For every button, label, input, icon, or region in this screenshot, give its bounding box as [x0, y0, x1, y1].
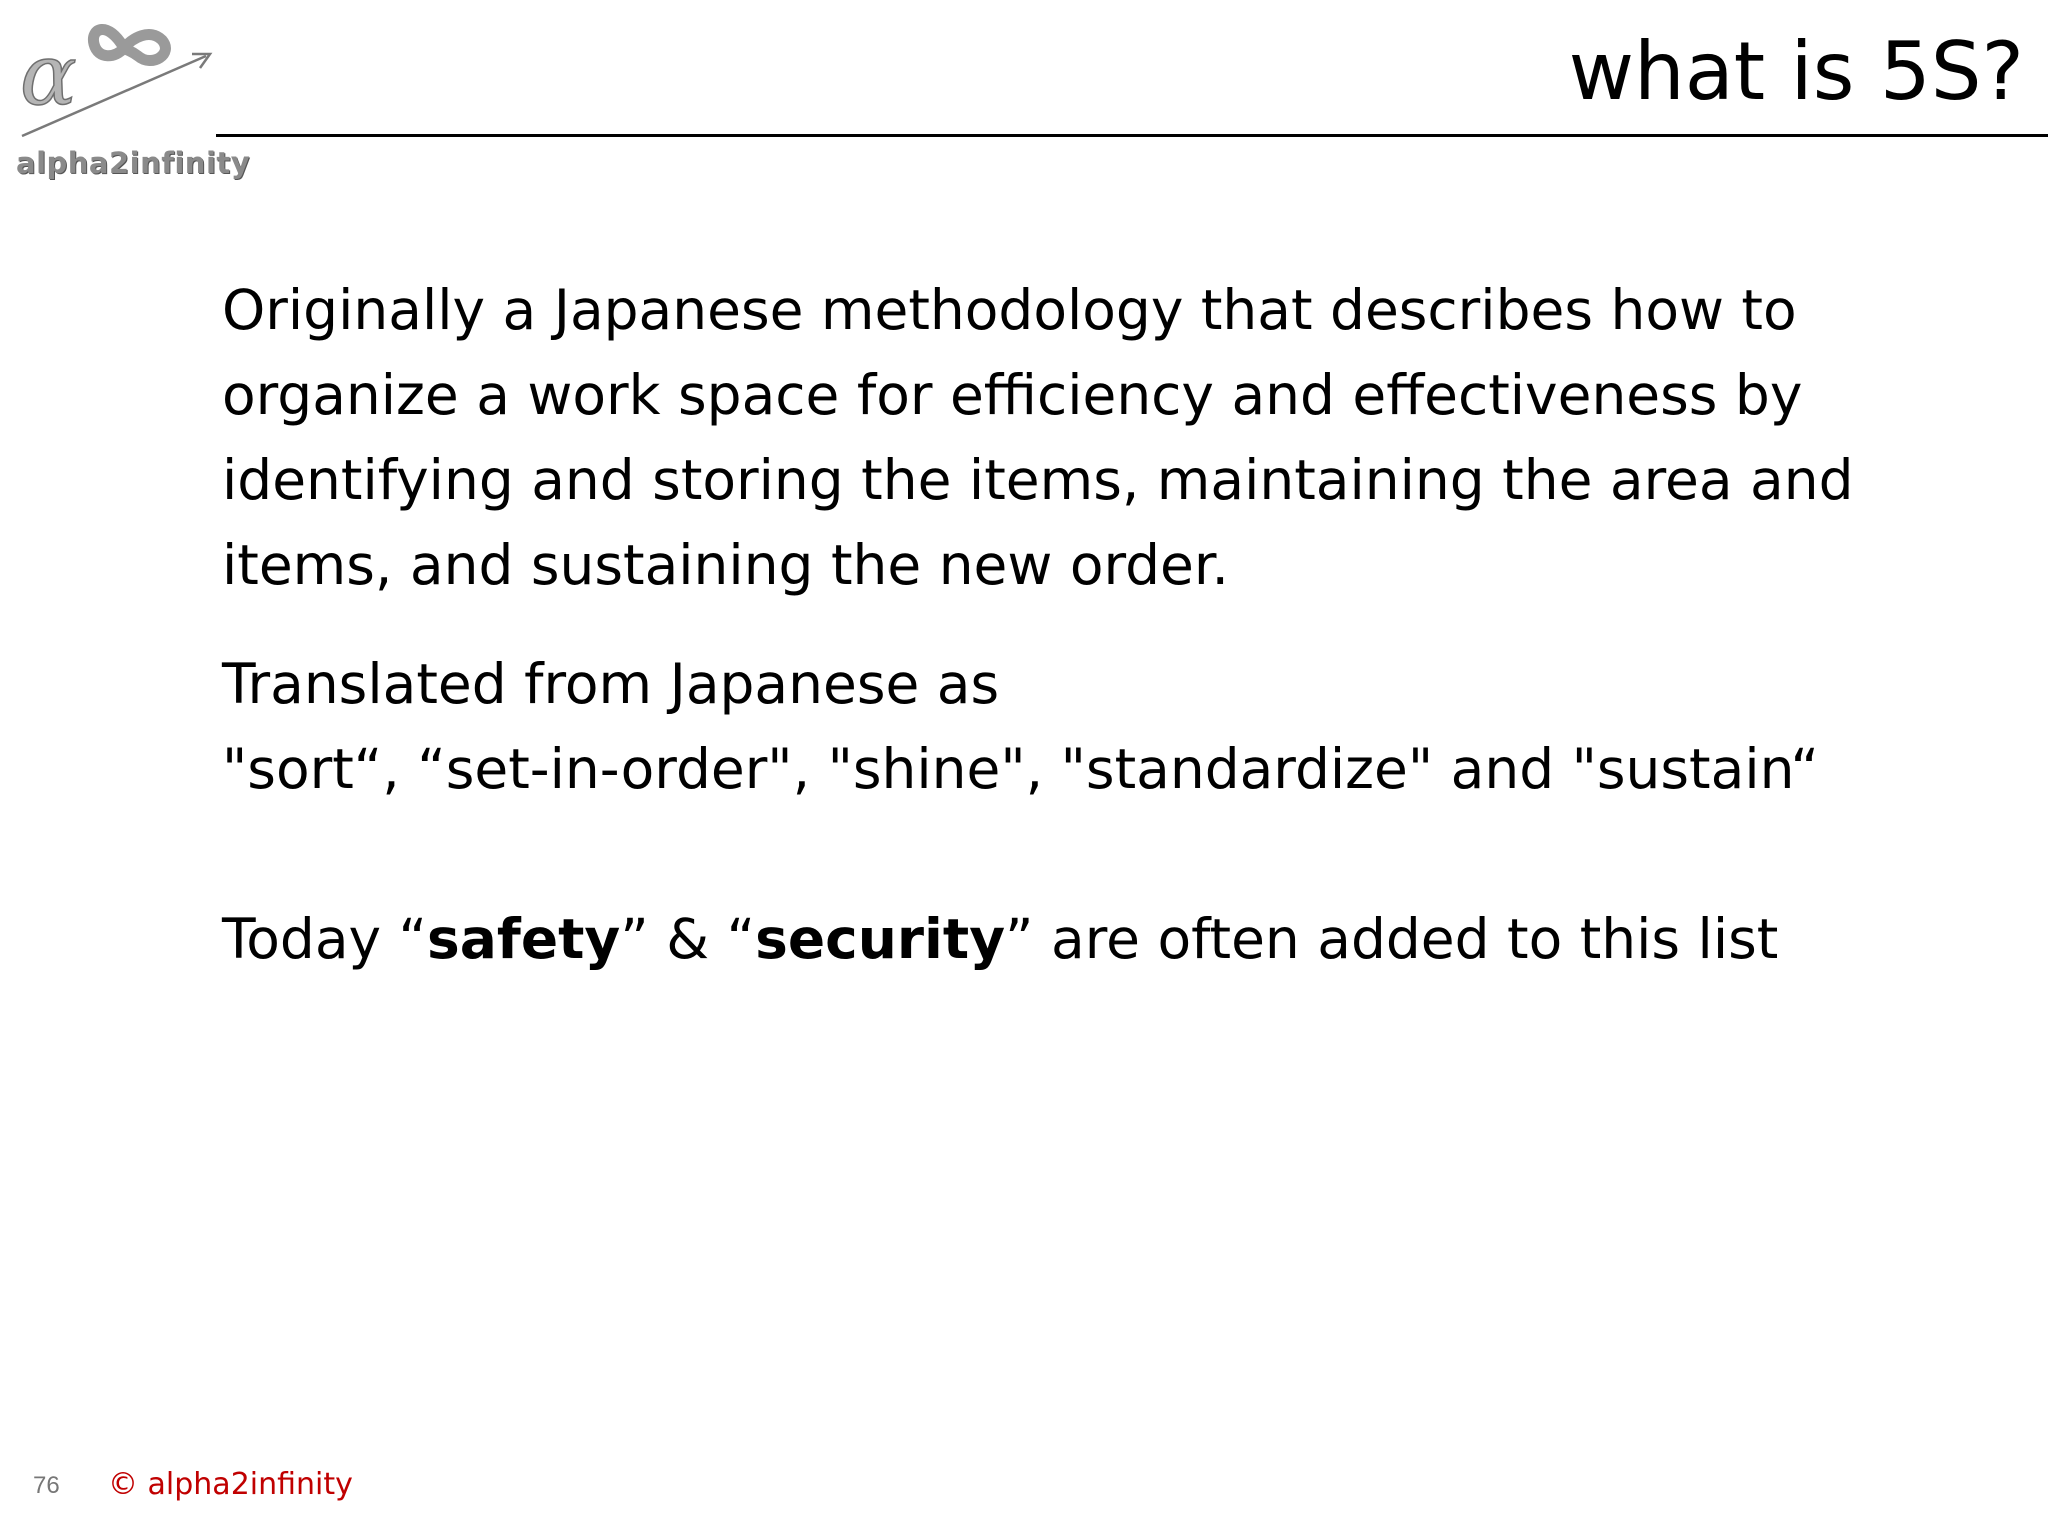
additions-prefix: Today “ [222, 907, 428, 971]
additions-suffix: ” are often added to this list [1005, 907, 1779, 971]
alpha-infinity-logo-icon [12, 10, 222, 150]
svg-text:α: α [20, 26, 77, 124]
safety-term: safety [427, 907, 621, 971]
logo-wordmark: alpha2infinity [16, 146, 251, 180]
translation-paragraph [222, 642, 1862, 812]
brand-logo [12, 10, 251, 180]
security-term: security [755, 907, 1006, 971]
translation-intro: Translated from Japanese as [222, 652, 1000, 716]
copyright-notice: © alpha2infinity [108, 1467, 353, 1502]
additions-middle: ” & “ [620, 907, 756, 971]
definition-paragraph: Originally a Japanese methodology that describes how to organize a work space for efficiency and effectiveness by identifying and storing the items, maintaining the area and items, and sustaining the new order. [222, 278, 1854, 597]
translation-terms: "sort“, “set-in-order", "shine", "standardize" and "sustain“ [222, 737, 1819, 801]
title-divider [216, 134, 2048, 137]
slide-title: what is 5S? [1568, 25, 2024, 118]
slide-body [222, 268, 1862, 982]
page-number: 76 [33, 1472, 60, 1499]
additions-paragraph [222, 897, 1862, 982]
